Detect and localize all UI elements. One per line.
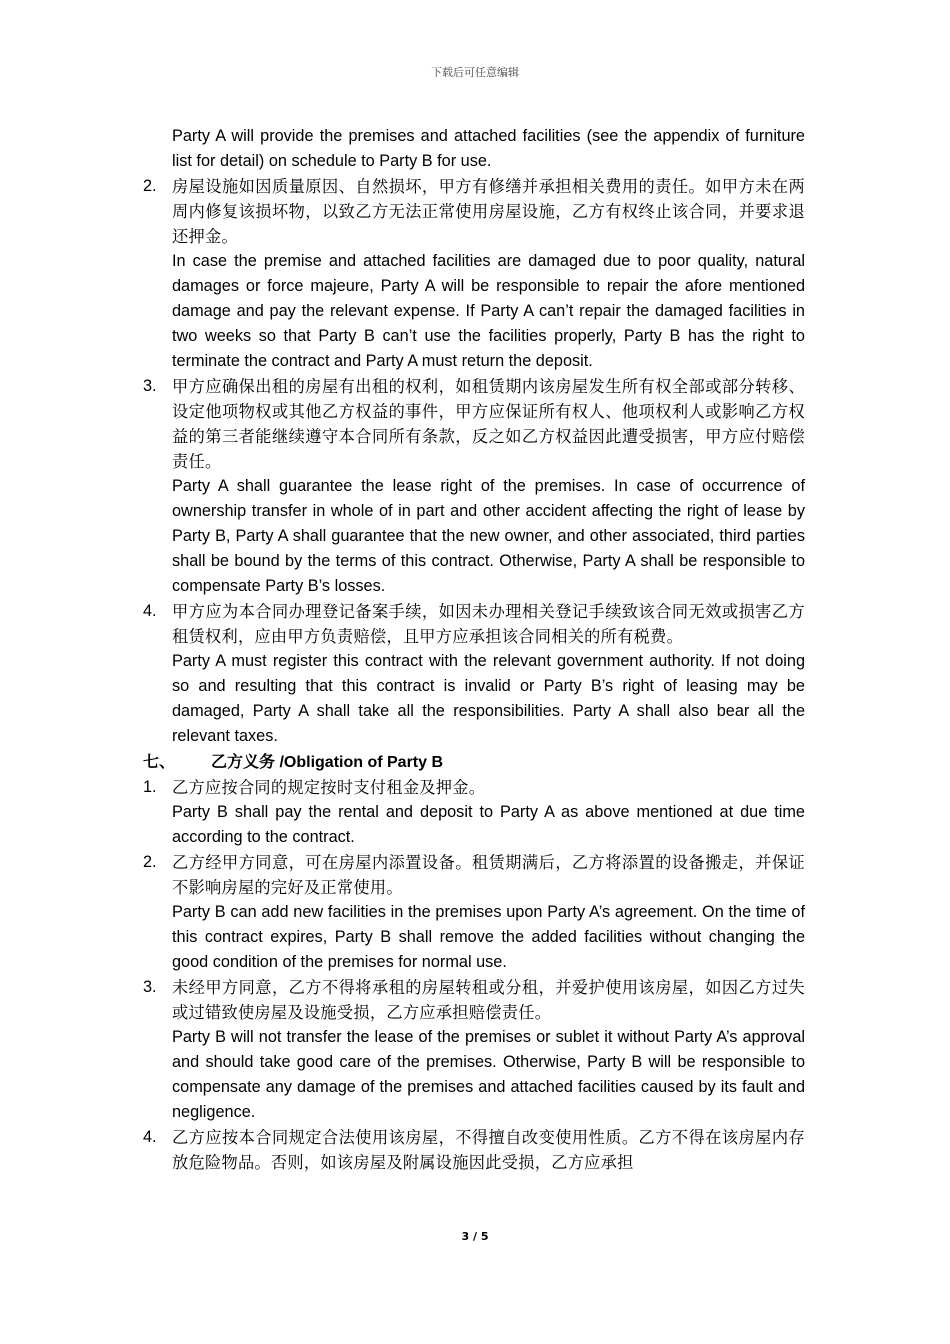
- item-text-en: Party A must register this contract with the relevant government authority. If not doing so and resulting that this contract is invalid or Party B’s right of leasing may be damaged, Party A shall take all the responsibilities. Party A shall also bear all the relevant taxes.: [172, 652, 805, 745]
- item-number: 3.: [143, 377, 157, 395]
- item-text-en: Party A shall guarantee the lease right of the premises. In case of occurrence of ownership transfer in whole of in part and other accident affecting the right of lease by Party B, Party A shall guarantee that the new owner, and other associated, third parties shall be bound by the terms of this contract. Otherwise, Party A shall be responsible to compensate Party B’s losses.: [172, 477, 805, 595]
- page-number: 3 / 5: [461, 1230, 489, 1243]
- page-header: 下载后可任意编辑: [431, 66, 519, 79]
- list-item: [143, 1125, 805, 1175]
- item-number: 4.: [143, 602, 157, 620]
- item-text-zh: 乙方经甲方同意，可在房屋内添置设备。租赁期满后，乙方将添置的设备搬走，并保证不影响房屋的完好及正常使用。: [172, 853, 805, 897]
- section-title-zh: 乙方义务: [211, 752, 276, 771]
- section-number: 七、: [143, 752, 176, 771]
- list-item: [143, 775, 805, 850]
- intro-paragraph: Party A will provide the premises and attached facilities (see the appendix of furniture list for detail) on schedule to Party B for use.: [172, 127, 805, 170]
- item-number: 4.: [143, 1128, 157, 1146]
- item-text-zh: 未经甲方同意，乙方不得将承租的房屋转租或分租，并爱护使用该房屋，如因乙方过失或过错致使房屋及设施受损，乙方应承担赔偿责任。: [172, 978, 805, 1022]
- item-text-zh: 乙方应按合同的规定按时支付租金及押金。: [172, 778, 486, 797]
- section-title-en: /Obligation of Party B: [275, 754, 444, 771]
- list-item: [143, 599, 805, 749]
- party-b-obligations-list: [143, 775, 805, 1175]
- list-item: [143, 174, 805, 374]
- list-item: [143, 975, 805, 1125]
- item-number: 2.: [143, 177, 157, 195]
- list-item: [143, 850, 805, 975]
- list-item: [143, 374, 805, 599]
- item-number: 2.: [143, 853, 157, 871]
- item-number: 3.: [143, 978, 157, 996]
- item-text-en: Party B shall pay the rental and deposit to Party A as above mentioned at due time according to the contract.: [172, 803, 805, 846]
- item-text-en: Party B will not transfer the lease of the premises or sublet it without Party A’s approval and should take good care of the premises. Otherwise, Party B will be responsible to compensate any damage of the premises and attached facilities caused by its fault and negligence.: [172, 1028, 805, 1121]
- item-text-en: In case the premise and attached facilities are damaged due to poor quality, natural damages or force majeure, Party A will be responsible to repair the afore mentioned damage and pay the relevant expense. If Party A can’t repair the damaged facilities in two weeks so that Party B can’t use the facilities properly, Party B has the right to terminate the contract and Party A must return the deposit.: [172, 252, 805, 370]
- item-text-zh: 甲方应确保出租的房屋有出租的权利，如租赁期内该房屋发生所有权全部或部分转移、设定他项物权或其他乙方权益的事件，甲方应保证所有权人、他项权利人或影响乙方权益的第三者能继续遵守本合同所有条款，反之如乙方权益因此遭受损害，甲方应付赔偿责任。: [172, 377, 805, 471]
- item-text-zh: 甲方应为本合同办理登记备案手续，如因未办理相关登记手续致该合同无效或损害乙方租赁权利，应由甲方负责赔偿，且甲方应承担该合同相关的所有税费。: [172, 602, 805, 646]
- item-text-zh: 房屋设施如因质量原因、自然损坏，甲方有修缮并承担相关费用的责任。如甲方未在两周内修复该损坏物，以致乙方无法正常使用房屋设施，乙方有权终止该合同，并要求退还押金。: [172, 177, 805, 246]
- party-a-obligations-list: [143, 174, 805, 749]
- document-body: [143, 124, 805, 1175]
- item-text-en: Party B can add new facilities in the premises upon Party A’s agreement. On the time of this contract expires, Party B shall remove the added facilities without changing the good condition of the premises for normal use.: [172, 903, 805, 971]
- item-number: 1.: [143, 778, 157, 796]
- item-text-zh: 乙方应按本合同规定合法使用该房屋，不得擅自改变使用性质。乙方不得在该房屋内存放危险物品。否则，如该房屋及附属设施因此受损，乙方应承担: [172, 1128, 805, 1172]
- section-heading: [143, 749, 805, 775]
